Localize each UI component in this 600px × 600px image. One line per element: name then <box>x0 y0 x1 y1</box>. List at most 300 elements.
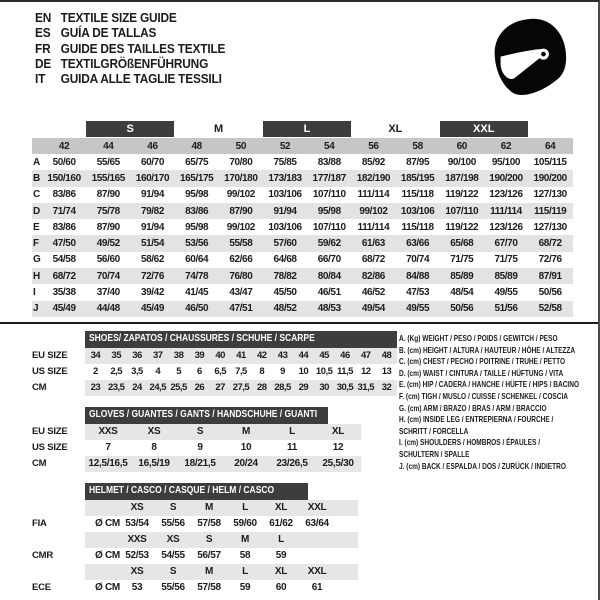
helmet-standard-name: FIA <box>32 518 47 529</box>
helmet-standard-name: ECE <box>32 582 51 593</box>
glove-us-size: 8 <box>151 442 157 453</box>
legend-item <box>399 403 579 415</box>
measure-value-cell: 76/80 <box>229 270 253 282</box>
title-line <box>35 57 225 72</box>
measure-value-cell: 91/94 <box>140 221 164 233</box>
numeric-size-cell: 44 <box>103 140 114 152</box>
measure-value-cell: 74/78 <box>185 270 209 282</box>
shoe-us-size: 10 <box>298 366 309 377</box>
shoe-cm-size: 30 <box>319 382 329 393</box>
numeric-size-cell: 42 <box>58 140 70 152</box>
numeric-size-row <box>32 138 573 154</box>
helmet-size-value: 53 <box>131 582 143 593</box>
measure-value-cell: 177/187 <box>312 172 346 184</box>
glove-eu-size: L <box>289 426 295 437</box>
helmet-size-cells <box>85 500 358 516</box>
measure-value-cell: 87/95 <box>406 156 430 168</box>
measure-value-cell: 51/54 <box>140 238 164 250</box>
measure-value-cell: 190/200 <box>489 172 523 184</box>
measure-value-cell: 190/200 <box>533 172 567 184</box>
measure-value-cell: 43/47 <box>229 287 253 299</box>
legend-line: I. (cm) SHOULDERS / HOMBROS / ÉPAULES / <box>399 437 541 448</box>
guide-title: TEXTILGRÖßENFÜHRUNG <box>60 56 209 71</box>
shoe-cm-size: 31,5 <box>357 382 374 393</box>
helmet-size-label: S <box>169 502 177 513</box>
helmet-size-value: 52/53 <box>125 550 149 561</box>
shoe-eu-size: 39 <box>194 350 205 361</box>
measure-value-cell: 49/55 <box>406 303 430 315</box>
measure-value-cell: 68/72 <box>52 270 76 282</box>
measure-value-cell: 87/90 <box>96 189 120 201</box>
helmet-size-label: XXL <box>307 502 327 513</box>
measure-value-cell: 160/170 <box>135 172 170 184</box>
legend-line: H. (cm) INSIDE LEG / ENTREPIERNA / FOURCHE / <box>399 414 554 425</box>
section-divider <box>0 322 600 324</box>
measure-value-cell: 115/118 <box>401 189 434 201</box>
shoes-table <box>32 331 398 396</box>
shoe-eu-size: 48 <box>381 350 392 361</box>
measure-value-cell: 187/198 <box>445 172 479 184</box>
measure-value-cell: 60/70 <box>140 156 164 168</box>
gloves-us-label: US SIZE <box>32 442 68 453</box>
helmet-header-band <box>85 483 308 500</box>
shoe-us-size: 11,5 <box>336 366 353 377</box>
shoe-us-size: 3,5 <box>131 366 143 377</box>
measure-value-cell: 119/122 <box>445 189 479 201</box>
helmet-size-value: 57/58 <box>197 582 221 593</box>
numeric-size-cell: 48 <box>191 140 202 152</box>
measure-value-cell: 50/56 <box>450 303 474 315</box>
helmet-size-value: 59/60 <box>233 518 257 529</box>
legend-item <box>399 379 579 391</box>
shoe-cm-size: 25,5 <box>170 382 187 393</box>
measure-value-cell: 53/56 <box>185 238 209 250</box>
gloves-us-cells <box>85 440 361 456</box>
legend-line: F. (cm) TIGH / MUSLO / CUISSE / SCHENKEL / COSCIA <box>399 390 569 401</box>
glove-cm-size: 25,5/30 <box>322 458 354 469</box>
shoe-us-size: 6,5 <box>214 366 227 377</box>
legend-line: E. (cm) HIP / CADERA / HANCHE / HÜFTE / HIPS / BACINO <box>399 379 580 390</box>
measure-value-cell: 119/122 <box>445 221 479 233</box>
measure-value-cell: 46/50 <box>185 303 209 315</box>
measure-value-cell: 85/89 <box>450 270 474 282</box>
helmet-size-label: XL <box>274 502 288 513</box>
numeric-size-cell: 62 <box>500 140 512 152</box>
measure-value-cell: 60/64 <box>185 254 209 266</box>
helmet-sizes-row <box>32 500 398 516</box>
numeric-size-cell: 58 <box>412 140 423 152</box>
measure-value-cell: 80/84 <box>317 270 341 282</box>
shoes-cm-row <box>32 380 398 396</box>
shoes-us-row <box>32 364 398 380</box>
shoe-cm-size: 27 <box>215 382 225 393</box>
helmet-size-label: L <box>242 566 248 577</box>
helmet-values-row <box>32 548 398 564</box>
shoes-us-label: US SIZE <box>32 366 68 377</box>
helmet-size-value: 55/56 <box>161 518 185 529</box>
shoe-cm-size: 23 <box>90 382 101 393</box>
measure-value-cell: 95/98 <box>185 221 209 233</box>
shoe-us-size: 2,5 <box>110 366 123 377</box>
measure-row-letter: J <box>33 303 39 315</box>
measure-value-cell: 85/89 <box>494 270 518 282</box>
helmet-size-value: 59 <box>275 550 287 561</box>
numeric-size-cell: 50 <box>235 140 246 152</box>
measure-value-cell: 83/86 <box>185 205 209 217</box>
helmet-size-value: 61/62 <box>269 518 293 529</box>
shoe-cm-size: 24 <box>132 382 142 393</box>
measure-value-cell: 91/94 <box>273 205 297 217</box>
shoe-us-size: 12 <box>360 366 371 377</box>
helmet-size-label: XXS <box>127 534 147 545</box>
measure-value-cell: 123/126 <box>489 189 523 201</box>
measure-value-cell: 182/190 <box>356 172 391 184</box>
helmet-title: HELMET / CASCO / CASQUE / HELM / CASCO <box>89 485 275 496</box>
shoe-us-size: 9 <box>280 366 285 377</box>
shoes-cm-label: CM <box>32 382 47 393</box>
helmet-size-label: S <box>169 566 177 577</box>
measure-value-cell: 45/50 <box>273 287 297 299</box>
shoe-eu-size: 38 <box>173 350 184 361</box>
shoe-eu-size: 40 <box>215 350 225 361</box>
size-table-row <box>32 203 573 219</box>
helmet-size-value: 59 <box>239 582 251 593</box>
measure-value-cell: 71/75 <box>494 254 518 266</box>
measure-value-cell: 37/40 <box>96 287 120 299</box>
measure-value-cell: 111/114 <box>357 189 390 201</box>
title-line <box>35 42 225 57</box>
size-band-label: XXL <box>440 121 528 137</box>
measure-value-cell: 95/98 <box>185 189 209 201</box>
measure-value-cell: 51/56 <box>494 303 518 315</box>
shoe-eu-size: 37 <box>153 350 163 361</box>
helmet-size-cells <box>85 564 358 580</box>
gloves-cm-label: CM <box>32 458 47 469</box>
measure-value-cell: 47/53 <box>406 287 430 299</box>
measure-value-cell: 78/82 <box>273 270 297 282</box>
shoe-cm-size: 26 <box>194 382 205 393</box>
glove-us-size: 7 <box>105 442 111 453</box>
shoes-title: SHOES/ ZAPATOS / CHAUSSURES / SCHUHE / SCARPE <box>89 333 315 344</box>
helmet-size-label: XL <box>274 566 288 577</box>
helmet-size-label: XXL <box>307 566 327 577</box>
size-table-row <box>32 235 573 251</box>
measure-value-cell: 62/66 <box>229 254 253 266</box>
helmet-size-value: 60 <box>275 582 287 593</box>
glove-eu-size: S <box>196 426 204 437</box>
gloves-table <box>32 407 398 472</box>
shoe-us-size: 10,5 <box>315 366 333 377</box>
measure-value-cell: 79/82 <box>140 205 164 217</box>
legend-item <box>399 368 579 380</box>
numeric-size-cell: 54 <box>324 140 335 152</box>
numeric-size-cell: 64 <box>544 140 556 152</box>
measure-value-cell: 57/60 <box>273 238 297 250</box>
size-table-row <box>32 170 573 186</box>
shoe-us-size: 6 <box>196 366 202 377</box>
shoe-eu-size: 43 <box>277 350 288 361</box>
helmet-size-value: 53/54 <box>125 518 149 529</box>
measure-value-cell: 54/58 <box>52 254 76 266</box>
legend-line: A. (Kg) WEIGHT / PESO / POIDS / GEWITCH / PESO <box>399 333 558 343</box>
measure-value-cell: 185/195 <box>400 172 435 184</box>
measure-value-cell: 115/118 <box>401 221 434 233</box>
measure-value-cell: 35/38 <box>52 287 76 299</box>
shoe-eu-size: 44 <box>298 350 309 361</box>
helmet-size-value: 57/58 <box>197 518 221 529</box>
helmet-value-cells <box>85 548 358 564</box>
measure-row-letter: G <box>33 254 41 266</box>
measure-value-cell: 70/74 <box>406 254 430 266</box>
measure-value-cell: 90/100 <box>447 156 476 168</box>
measure-value-cell: 107/110 <box>445 205 479 217</box>
measure-value-cell: 83/86 <box>52 189 76 201</box>
measure-value-cell: 84/88 <box>406 270 430 282</box>
measure-value-cell: 127/130 <box>533 221 567 233</box>
measure-value-cell: 70/80 <box>229 156 253 168</box>
measure-value-cell: 107/110 <box>312 189 346 201</box>
size-band-row <box>32 121 573 137</box>
guide-title: GUIDA ALLE TAGLIE TESSILI <box>60 72 222 87</box>
measure-value-cell: 58/62 <box>140 254 164 266</box>
band-spacer <box>32 121 86 137</box>
shoe-cm-size: 28,5 <box>274 382 291 393</box>
gloves-header-row <box>32 407 398 424</box>
measure-value-cell: 173/183 <box>268 172 302 184</box>
legend-item <box>399 414 579 437</box>
measure-value-cell: 91/94 <box>140 189 164 201</box>
glove-us-size: 12 <box>332 442 344 453</box>
numeric-size-cell: 46 <box>147 140 158 152</box>
helmet-values-row <box>32 516 398 532</box>
helmet-size-label: XS <box>130 502 144 513</box>
measure-value-cell: 150/160 <box>47 172 81 184</box>
legend-line: B. (cm) HEIGHT / ALTURA / HAUTEUR / HÖHE / ALTEZZA <box>399 344 576 355</box>
helmet-size-label: M <box>204 566 214 577</box>
measure-value-cell: 56/60 <box>96 254 120 266</box>
legend-line: G. (cm) ARM / BRAZO / BRAS / ARM / BRACCIO <box>399 402 547 413</box>
measure-value-cell: 99/102 <box>226 221 255 233</box>
gloves-eu-label: EU SIZE <box>32 426 68 437</box>
size-band-label: L <box>263 121 351 137</box>
legend-item <box>399 461 579 473</box>
helmet-size-value: 63/64 <box>305 518 329 529</box>
measure-value-cell: 49/55 <box>494 287 518 299</box>
glove-cm-size: 12,5/16,5 <box>88 458 128 469</box>
size-table-row <box>32 284 573 300</box>
measure-row-letter: B <box>33 172 41 184</box>
glove-us-size: 9 <box>197 442 203 453</box>
size-table-row <box>32 219 573 235</box>
title-line <box>35 11 225 26</box>
helmet-standard-name: CMR <box>32 550 54 561</box>
measure-value-cell: 47/50 <box>52 238 76 250</box>
measure-value-cell: 75/85 <box>273 156 297 168</box>
shoe-eu-size: 42 <box>256 350 267 361</box>
legend-item <box>399 345 579 357</box>
language-code: IT <box>35 72 46 87</box>
textile-size-table <box>32 121 573 317</box>
legend-line: SCHRITT / FORCELLA <box>399 425 469 436</box>
helmet-size-label: L <box>278 534 284 545</box>
helmet-size-value: 55/56 <box>161 582 185 593</box>
legend-item <box>399 333 579 345</box>
measure-value-cell: 49/54 <box>361 303 385 315</box>
measure-value-cell: 99/102 <box>359 205 388 217</box>
size-table-row <box>32 268 573 284</box>
title-line <box>35 26 225 41</box>
measure-row-letter: A <box>33 156 41 168</box>
glove-eu-size: XS <box>147 426 161 437</box>
measure-value-cell: 39/42 <box>140 287 164 299</box>
glove-cm-size: 16,5/19 <box>138 458 170 469</box>
shoes-eu-cells <box>85 348 397 364</box>
gloves-title: GLOVES / GUANTES / GANTS / HANDSCHUHE / GUANTI <box>89 409 318 420</box>
glove-eu-size: XXS <box>98 426 118 437</box>
helmet-size-label: M <box>240 534 250 545</box>
shoe-cm-size: 32 <box>381 382 392 393</box>
measure-row-letter: F <box>33 238 40 250</box>
measure-value-cell: 123/126 <box>489 221 523 233</box>
shoes-us-cells <box>85 364 397 380</box>
helmet-header-row <box>32 483 398 500</box>
shoe-us-size: 2 <box>93 366 98 377</box>
measure-value-cell: 85/92 <box>361 156 385 168</box>
measure-value-cell: 165/175 <box>179 172 214 184</box>
glove-cm-size: 18/21,5 <box>184 458 216 469</box>
size-band-label: M <box>214 123 224 135</box>
shoe-eu-size: 34 <box>90 350 101 361</box>
measure-value-cell: 49/52 <box>96 238 120 250</box>
measure-value-cell: 103/106 <box>400 205 435 217</box>
numeric-size-cell: 60 <box>456 140 467 152</box>
measure-value-cell: 68/72 <box>538 238 562 250</box>
measure-value-cell: 155/165 <box>91 172 125 184</box>
numeric-size-cell: 56 <box>368 140 379 152</box>
glove-us-size: 11 <box>287 442 297 453</box>
size-table-row <box>32 154 573 170</box>
helmet-values-row <box>32 580 398 596</box>
measure-value-cell: 70/74 <box>96 270 120 282</box>
measure-value-cell: 111/114 <box>490 205 522 217</box>
shoe-us-size: 7,5 <box>235 366 247 377</box>
language-code: DE <box>35 56 52 71</box>
size-band-label: S <box>86 121 174 137</box>
measure-value-cell: 65/75 <box>185 156 209 168</box>
legend-line: D. (cm) WAIST / CINTURA / TAILLE / HÜFTUNG / VITA <box>399 367 564 378</box>
helmet-size-value: 61 <box>311 582 323 593</box>
title-block <box>35 11 235 87</box>
measure-value-cell: 87/91 <box>538 270 562 282</box>
measure-value-cell: 71/74 <box>52 205 76 217</box>
measure-value-cell: 72/76 <box>538 254 562 266</box>
measure-value-cell: 71/75 <box>450 254 474 266</box>
guide-title: GUIDE DES TAILLES TEXTILE <box>60 41 226 56</box>
measure-value-cell: 105/115 <box>533 156 567 168</box>
shoes-header-band <box>85 331 397 348</box>
measure-value-cell: 64/68 <box>273 254 297 266</box>
legend-item <box>399 437 579 460</box>
measure-value-cell: 95/98 <box>317 205 341 217</box>
size-band-label: XL <box>388 123 403 135</box>
shoe-eu-size: 36 <box>132 350 142 361</box>
measure-value-cell: 59/62 <box>317 238 341 250</box>
helmet-table <box>32 483 398 596</box>
shoes-eu-row <box>32 348 398 364</box>
helmet-size-label: L <box>242 502 248 513</box>
glove-cm-size: 23/26,5 <box>276 458 308 469</box>
guide-title: GUÍA DE TALLAS <box>60 26 157 41</box>
measure-row-letter: I <box>33 287 36 299</box>
measure-row-letter: E <box>33 221 40 233</box>
gloves-eu-row <box>32 424 398 440</box>
measure-value-cell: 44/48 <box>96 303 120 315</box>
measure-value-cell: 46/52 <box>361 287 385 299</box>
shoe-eu-size: 35 <box>111 350 121 361</box>
gloves-eu-cells <box>85 424 361 440</box>
measure-value-cell: 115/119 <box>534 205 567 217</box>
helmet-standards <box>32 500 398 596</box>
gloves-us-row <box>32 440 398 456</box>
measure-value-cell: 52/58 <box>538 303 562 315</box>
shoe-cm-size: 28 <box>256 382 267 393</box>
measure-value-cell: 55/65 <box>96 156 120 168</box>
measure-value-cell: 48/53 <box>317 303 341 315</box>
measure-value-cell: 83/86 <box>52 221 76 233</box>
size-table-row <box>32 187 573 203</box>
legend-line: C. (cm) CHEST / PECHO / POITRINE / TRUHE / PETTO <box>399 356 566 367</box>
shoe-us-size: 5 <box>176 366 181 377</box>
glove-eu-size: M <box>241 426 251 437</box>
shoe-eu-size: 46 <box>340 350 350 361</box>
helmet-size-value: 56/57 <box>197 550 221 561</box>
shoe-cm-size: 24,5 <box>149 382 167 393</box>
measure-value-cell: 55/58 <box>229 238 253 250</box>
shoe-us-size: 8 <box>259 366 265 377</box>
legend-line: SCHULTERN / SPALLE <box>399 448 470 459</box>
measure-value-cell: 48/52 <box>273 303 297 315</box>
measure-value-cell: 50/56 <box>538 287 562 299</box>
legend-item <box>399 391 579 403</box>
helmet-size-label: XS <box>130 566 144 577</box>
measure-row-letter: D <box>33 205 41 217</box>
measure-row-letter: C <box>33 189 41 201</box>
shoes-eu-label: EU SIZE <box>32 350 68 361</box>
measure-value-cell: 127/130 <box>533 189 567 201</box>
measure-value-cell: 45/49 <box>140 303 164 315</box>
shoe-cm-size: 27,5 <box>232 382 250 393</box>
guide-title: TEXTILE SIZE GUIDE <box>60 11 177 25</box>
helmet-size-value: 58 <box>239 550 251 561</box>
helmet-size-label: M <box>204 502 214 513</box>
shoe-us-size: 4 <box>155 366 161 377</box>
title-line <box>35 72 225 87</box>
gloves-header-band <box>85 407 328 424</box>
language-code: EN <box>35 11 52 25</box>
measure-value-cell: 87/90 <box>96 221 120 233</box>
measure-value-cell: 61/63 <box>361 238 385 250</box>
measure-row-letter: H <box>33 270 41 282</box>
helmet-value-cells <box>85 580 358 596</box>
measure-value-cell: 99/102 <box>226 189 255 201</box>
size-table-row <box>32 252 573 268</box>
shoes-header-row <box>32 331 398 348</box>
measure-value-cell: 103/106 <box>268 189 302 201</box>
measure-value-cell: 170/180 <box>224 172 258 184</box>
measure-value-cell: 82/86 <box>361 270 385 282</box>
measure-value-cell: 83/88 <box>317 156 341 168</box>
diameter-unit: Ø CM <box>95 582 120 593</box>
